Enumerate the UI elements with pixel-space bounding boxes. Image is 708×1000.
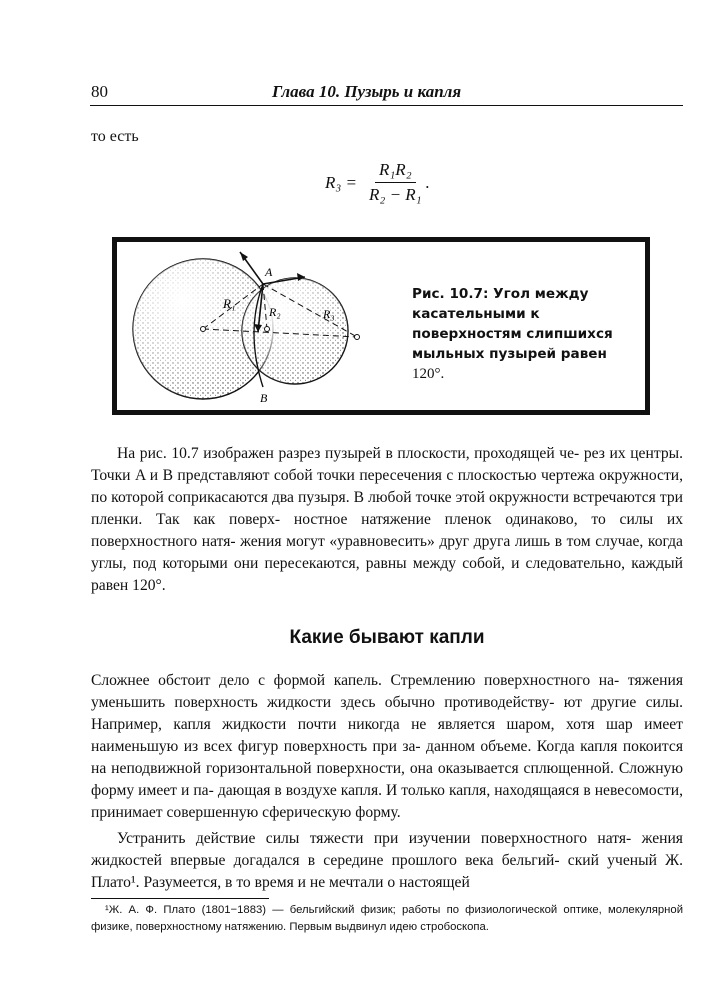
formula-trailing: . (425, 172, 430, 192)
label-radius-1: R₁ (223, 296, 236, 311)
text-line: рез их центры. Точки A и B представляют собой точки пересечения с (91, 445, 683, 484)
label-point-b: B (260, 391, 268, 405)
text-line: тяжения уменьшить поверхность жидкости здесь обычно противодейству- (91, 672, 683, 711)
text-line: дающая в воздухе капля. И только капля, находящаяся в невесомости, (217, 782, 683, 799)
footnote-line: молекулярной физике, поверхностному натяжению. Первым выдвинул идею стробоскопа. (91, 904, 683, 933)
text-line: жения могут «уравновесить» друг друга лишь в том случае, когда углы, (91, 533, 683, 572)
formula-numerator: R₁R₂ (375, 160, 416, 183)
text-line: Сложнее обстоит дело с формой капель. Стремлению поверхностного на- (91, 672, 620, 689)
text-line: Устранить действие силы тяжести при изучении поверхностного натя- (117, 830, 632, 847)
figure-caption (412, 284, 644, 384)
caption-line: касательными к (412, 306, 540, 322)
footnote-rule (91, 898, 269, 899)
text-line: данном объеме. Когда капля покоится на неподвижной горизонтальной (91, 738, 683, 777)
paragraph-bubble-section (91, 443, 683, 597)
paragraph-drop-shape (91, 670, 683, 824)
caption-line: мыльных пузырей равен (412, 346, 607, 362)
formula-lhs: R₃ = (325, 172, 358, 192)
text-line: принимает совершенную сферическую форму. (91, 804, 401, 821)
label-radius-3: R₃ (323, 307, 335, 321)
text-line: поверхности, она оказывается сплющенной. Сложную форму имеет и па- (91, 760, 683, 799)
text-line: ский ученый Ж. Плато¹. Разумеется, в то время и не мечтали о настоящей (91, 852, 683, 891)
formula (325, 160, 430, 205)
label-point-a: A (265, 265, 273, 279)
running-title: Глава 10. Пузырь и капля (272, 82, 462, 101)
text-line: под которыми они пересекаются, равны между собой, и следовательно, (132, 555, 626, 572)
text-line: каждый равен 120°. (91, 555, 683, 594)
text-line: ют другие силы. Например, капля жидкости почти никогда не является (91, 694, 683, 733)
formula-fraction (365, 160, 426, 205)
section-title: Какие бывают капли (289, 627, 485, 648)
text-line: ностное натяжение пленок одинаково, то силы их поверхностного натя- (91, 511, 683, 550)
intro-text: то есть (91, 128, 139, 145)
header-rule (90, 105, 683, 106)
caption-line: Рис. 10.7: Угол между (412, 286, 589, 302)
paragraph-plateau (91, 828, 683, 894)
page-number: 80 (91, 82, 108, 101)
formula-denominator: R₂ − R₁ (369, 185, 422, 204)
text-line: В любой точке этой окружности встречаются три пленки. Так как поверх- (91, 489, 683, 528)
caption-line: поверхностям слипшихся (412, 326, 613, 342)
figure-10-7 (112, 237, 650, 415)
text-line: шаром, хотя шар имеет наименьшую из всех фигур поверхность при за- (91, 716, 683, 755)
text-line: плоскостью чертежа окружности, по которой соприкасаются два пузыря. (91, 467, 684, 506)
footnote (91, 902, 683, 936)
footnote-line: ¹Ж. А. Ф. Плато (1801−1883) — бельгийский физик; работы по физиологической оптике, (105, 904, 602, 916)
text-line: На рис. 10.7 изображен разрез пузырей в плоскости, проходящей че- (117, 445, 580, 462)
caption-line: 120°. (412, 366, 445, 382)
label-radius-2: R₂ (269, 305, 281, 319)
text-line: жения жидкостей впервые догадался в середине прошлого века бельгий- (91, 830, 683, 869)
